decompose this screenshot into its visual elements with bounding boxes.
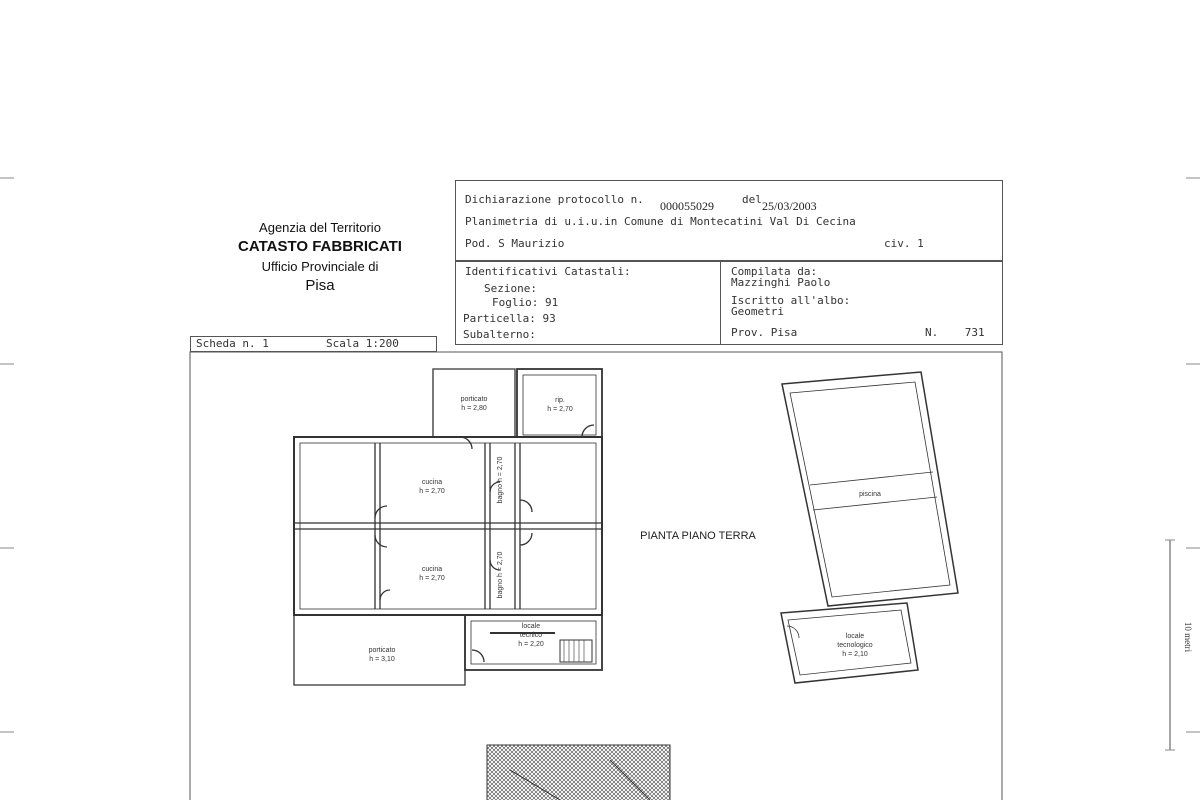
- cucina1-label: cucina: [421, 479, 443, 486]
- bagno1-label: bagno h = 2,70: [497, 456, 504, 504]
- agency-name: Agenzia del Territorio: [259, 220, 381, 235]
- declaration-date: 25/03/2003: [762, 199, 817, 213]
- protocol-number: 000055029: [660, 199, 714, 213]
- locale-tecnico-height: h = 2,20: [518, 641, 544, 648]
- cucina2-height: h = 2,70: [419, 575, 445, 582]
- foglio: Foglio: 91: [492, 296, 559, 309]
- province: Prov. Pisa: [731, 326, 798, 339]
- civic-number: civ. 1: [884, 237, 924, 250]
- rip-height: h = 2,70: [547, 406, 573, 413]
- plan-title: PIANTA PIANO TERRA: [640, 530, 756, 542]
- porticato-bottom-label: porticato: [368, 647, 396, 654]
- scale-bar-label: 10 metri: [1183, 621, 1193, 653]
- sezione: Sezione:: [484, 282, 537, 295]
- piscina-label: piscina: [859, 491, 881, 498]
- date-label: del: [742, 193, 762, 206]
- upper-annex: [433, 369, 602, 437]
- locale-tecnologico-label: locale: [845, 633, 865, 640]
- locale-tecnologico-label2: tecnologico: [837, 642, 873, 649]
- scheda-number: Scheda n. 1: [196, 337, 269, 350]
- address: Pod. S Maurizio: [465, 237, 565, 250]
- planimetry-text: Planimetria di u.i.u.in Comune di Montecatini Val Di Cecina: [465, 215, 856, 228]
- locale-tecnico-label2: tecnico: [519, 632, 543, 639]
- porticato-bottom-height: h = 3,10: [369, 656, 395, 663]
- office-city: Pisa: [305, 277, 335, 294]
- main-house: [294, 437, 602, 615]
- cucina2-label: cucina: [421, 566, 443, 573]
- compiler-label: Compilata da:: [731, 265, 818, 278]
- protocol-label: Dichiarazione protocollo n.: [465, 193, 644, 206]
- locale-tecnologico-height: h = 2,10: [842, 651, 868, 658]
- cucina1-height: h = 2,70: [419, 488, 445, 495]
- registration-number: N. 731: [925, 326, 985, 339]
- identifiers-title: Identificativi Catastali:: [465, 265, 631, 278]
- lower-annex: [294, 615, 602, 685]
- scale: Scala 1:200: [326, 337, 399, 350]
- porticato-top-label: porticato: [460, 396, 488, 403]
- crop-marks: [0, 178, 1200, 732]
- rip-label: rip.: [555, 397, 565, 404]
- albo-value: Geometri: [731, 305, 784, 318]
- albo-label: Iscritto all'albo:: [731, 294, 851, 307]
- bagno2-label: bagno h = 2,70: [497, 551, 504, 599]
- particella: Particella: 93: [463, 312, 556, 325]
- compiler-name: Mazzinghi Paolo: [731, 276, 831, 289]
- pool: [782, 372, 958, 606]
- locale-tecnico-label: locale: [521, 623, 541, 630]
- catasto-title: CATASTO FABBRICATI: [238, 238, 402, 255]
- porticato-top-height: h = 2,80: [461, 405, 487, 412]
- subalterno: Subalterno:: [463, 328, 536, 341]
- office-label: Ufficio Provinciale di: [261, 259, 379, 274]
